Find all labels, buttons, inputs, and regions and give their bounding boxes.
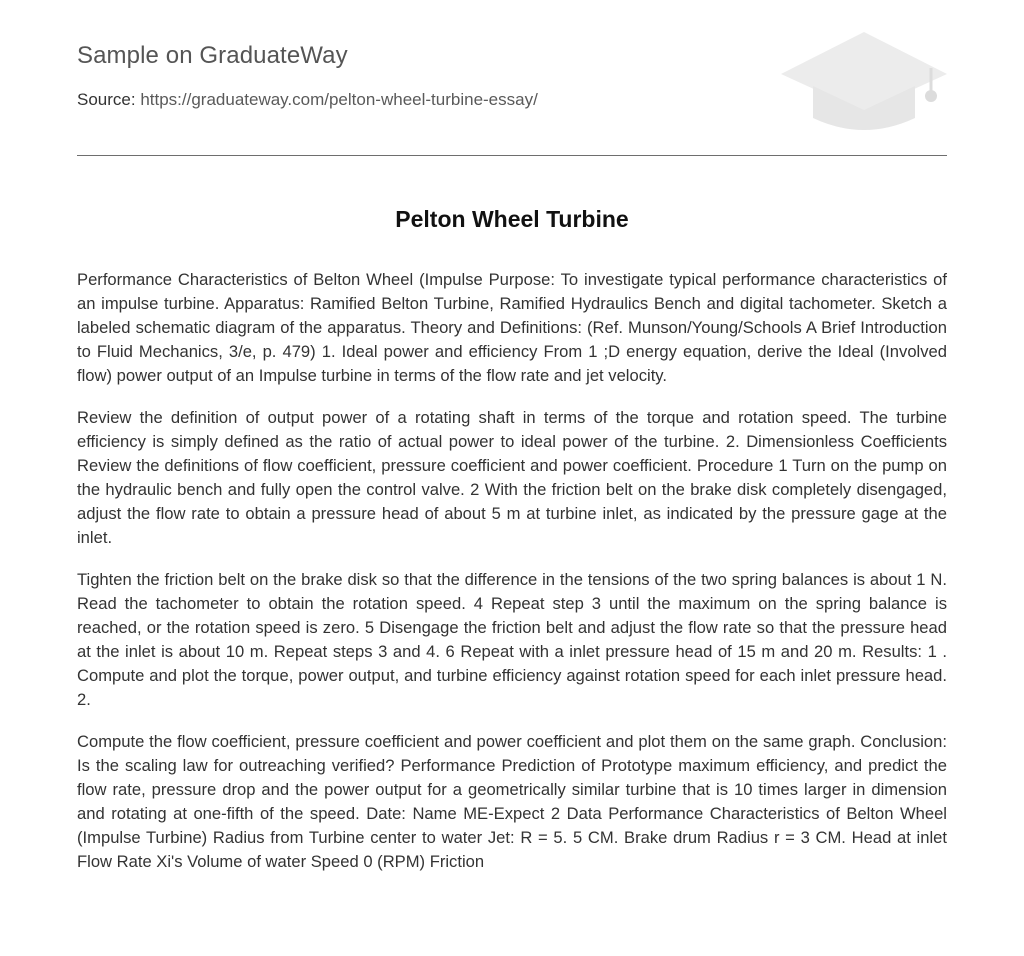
source-link[interactable]: https://graduateway.com/pelton-wheel-turbine-essay/ (140, 90, 538, 109)
paragraph: Review the definition of output power of a rotating shaft in terms of the torque and rotation speed. The turbine efficiency is simply defined as the ratio of actual power to ideal power of the turbine. 2. Dimensionless Coefficients Review the definitions of flow coefficient, pressure coefficient and power coefficient. Procedure 1 Turn on the pump on the hydraulic bench and fully open the control valve. 2 With the friction belt on the brake disk completely disengaged, adjust the flow rate to obtain a pressure head of about 5 m at turbine inlet, as indicated by the pressure gage at the inlet. (77, 408, 947, 547)
paragraph: Performance Characteristics of Belton Wheel (Impulse Purpose: To investigate typical performance characteristics of an impulse turbine. Apparatus: Ramified Belton Turbine, Ramified Hydraulics Bench and digital tachometer. Sketch a labeled schematic diagram of the apparatus. Theory and Definitions: (Ref. Munson/Young/Schools A Brief Introduction to Fluid Mechanics, 3/e, p. 479) 1. Ideal power and efficiency From 1 ;D energy equation, derive the Ideal (Involved flow) power output of an Impulse turbine in terms of the flow rate and jet velocity. (77, 270, 947, 385)
source-label: Source: (77, 90, 141, 109)
article-title: Pelton Wheel Turbine (395, 206, 629, 232)
brand-title: Sample on GraduateWay (77, 42, 348, 69)
paragraph: Tighten the friction belt on the brake disk so that the difference in the tensions of the two spring balances is about 1 N. Read the tachometer to obtain the rotation speed. 4 Repeat step 3 until the maximum on the spring balance is reached, or the rotation speed is zero. 5 Disengage the friction belt and adjust the flow rate so that the pressure head at the inlet is about 10 m. Repeat steps 3 and 4. 6 Repeat with a inlet pressure head of 15 m and 20 m. Results: 1 . Compute and plot the torque, power output, and turbine efficiency against rotation speed for each inlet pressure head. 2. (77, 570, 947, 709)
graduation-cap-icon (781, 32, 947, 132)
article-body (77, 268, 947, 892)
header (77, 40, 947, 156)
source-line (77, 90, 538, 110)
header-divider (77, 155, 947, 156)
paragraph: Compute the flow coefficient, pressure coefficient and power coefficient and plot them on the same graph. Conclusion: Is the scaling law for outreaching verified? Performance Prediction of Prototype maximum efficiency, and predict the flow rate, pressure drop and the power output for a geometrically similar turbine that is 10 times larger in dimension and rotating at one-fifth of the speed. Date: Name ME-Expect 2 Data Performance Characteristics of Belton Wheel (Impulse Turbine) Radius from Turbine center to water Jet: R = 5. 5 CM. Brake drum Radius r = 3 CM. Head at inlet Flow Rate Xi's Volume of water Speed 0 (RPM) Friction (77, 732, 947, 871)
